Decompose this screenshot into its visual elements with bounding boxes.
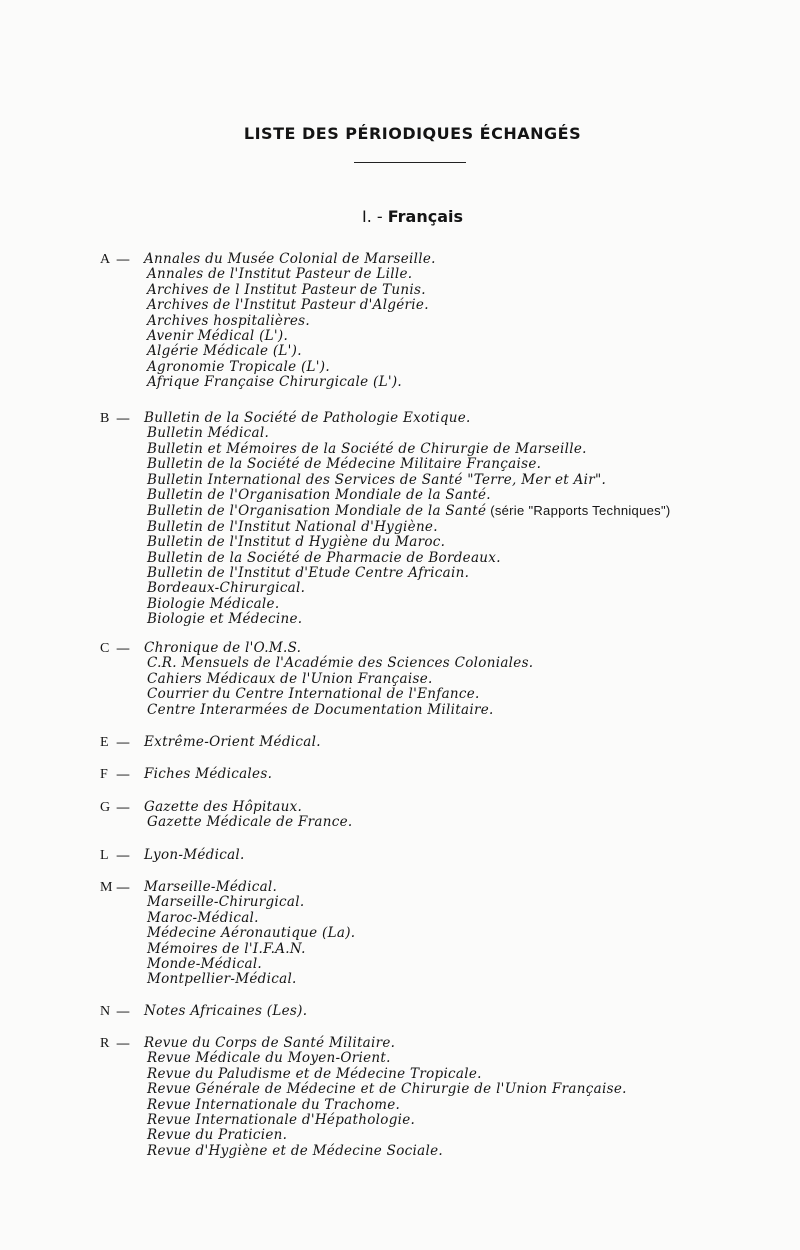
group-letter: A (100, 252, 111, 267)
periodical-title: Archives de l'Institut Pasteur d'Algérie. (147, 297, 429, 314)
periodical-entry (147, 1082, 627, 1097)
periodical-title: Mémoires de l'I.F.A.N. (147, 940, 306, 957)
group-dash: — (116, 1036, 130, 1052)
periodical-entry (147, 656, 533, 671)
periodical-entry (147, 1144, 627, 1159)
periodical-title: Annales de l'Institut Pasteur de Lille. (147, 266, 413, 283)
entry-list (144, 880, 355, 988)
periodical-title: Revue Médicale du Moyen-Orient. (147, 1050, 391, 1067)
periodical-entry (147, 972, 355, 987)
periodical-title: Revue Internationale du Trachome. (147, 1096, 401, 1113)
periodical-entry (147, 473, 671, 488)
page-title: LISTE DES PÉRIODIQUES ÉCHANGÉS (243, 124, 582, 143)
periodical-title: Bulletin de l'Institut National d'Hygiène. (147, 518, 438, 535)
periodical-entry (147, 703, 533, 718)
entry-list (144, 735, 321, 750)
group-letter: C (100, 641, 110, 656)
periodical-title: Revue du Praticien. (147, 1127, 288, 1144)
periodical-title: Centre Interarmées de Documentation Militaire. (147, 701, 494, 718)
group-letter: N (100, 1004, 111, 1019)
periodical-entry (147, 375, 436, 390)
periodical-entry (147, 329, 436, 344)
periodical-title: Avenir Médical (L'). (147, 328, 289, 345)
periodical-title: Archives hospitalières. (147, 312, 310, 329)
periodical-entry (144, 1004, 307, 1019)
periodical-title: Annales du Musée Colonial de Marseille. (144, 251, 436, 267)
periodical-entry (147, 672, 533, 687)
group-letter: G (100, 800, 111, 815)
periodical-entry (147, 314, 436, 329)
periodical-entry (144, 411, 671, 426)
periodical-entry (147, 597, 671, 612)
periodical-entry (144, 800, 352, 815)
periodical-title: Bulletin de la Société de Pharmacie de Bordeaux. (147, 549, 501, 566)
title-underline (354, 162, 466, 163)
periodical-title: Bulletin Médical. (147, 425, 270, 442)
group-dash: — (116, 848, 130, 864)
periodical-entry (144, 767, 272, 782)
group-dash: — (116, 1004, 130, 1020)
periodical-entry (147, 503, 671, 519)
periodical-entry (147, 1067, 627, 1082)
periodical-entry (147, 1051, 627, 1066)
entry-list (144, 641, 533, 718)
periodical-entry (147, 566, 671, 581)
periodical-entry (144, 848, 245, 863)
entry-list (144, 1004, 307, 1019)
group-dash: — (116, 880, 130, 896)
section-number: I. - (361, 207, 383, 226)
periodical-title: Marseille-Médical. (144, 879, 278, 895)
periodical-entry (147, 895, 355, 910)
periodical-title: Notes Africaines (Les). (144, 1003, 308, 1019)
group-letter: R (100, 1036, 110, 1051)
periodical-title: Monde-Médical. (147, 956, 263, 973)
group-dash: — (116, 800, 130, 816)
periodical-entry (144, 252, 436, 267)
group-letter: B (100, 411, 110, 426)
periodical-entry (147, 942, 355, 957)
periodical-entry (147, 267, 436, 282)
periodical-title: Maroc-Médical. (147, 909, 259, 926)
periodical-entry (144, 1036, 627, 1051)
periodical-entry (147, 283, 436, 298)
periodical-title: Fiches Médicales. (144, 766, 273, 782)
periodical-entry (147, 426, 671, 441)
section-heading (0, 207, 800, 226)
periodical-entry (147, 520, 671, 535)
periodical-title: Médecine Aéronautique (La). (147, 925, 356, 942)
periodical-title: Algérie Médicale (L'). (147, 343, 302, 360)
periodical-title: Agronomie Tropicale (L'). (147, 358, 330, 375)
periodical-title: Revue du Paludisme et de Médecine Tropicale. (147, 1065, 482, 1082)
periodical-title: Revue Générale de Médecine et de Chirurgie de l'Union Française. (147, 1081, 627, 1098)
entry-list (144, 1036, 627, 1159)
periodical-entry (147, 298, 436, 313)
periodical-entry (144, 641, 533, 656)
periodical-entry (147, 687, 533, 702)
periodical-entry (147, 926, 355, 941)
group-dash: — (116, 735, 130, 751)
section-name: Français (387, 207, 464, 226)
periodical-title: Biologie et Médecine. (147, 611, 303, 628)
group-dash: — (116, 411, 130, 427)
periodical-entry (147, 1113, 627, 1128)
periodical-title: Bordeaux-Chirurgical. (147, 580, 306, 597)
periodical-title: Bulletin de l'Organisation Mondiale de la Santé. (147, 487, 491, 504)
periodical-title: Marseille-Chirurgical. (147, 894, 305, 911)
periodical-entry (147, 1128, 627, 1143)
periodical-title: Bulletin et Mémoires de la Société de Chirurgie de Marseille. (147, 440, 587, 457)
periodical-entry (147, 535, 671, 550)
periodical-title: Bulletin de l'Organisation Mondiale de la Santé (147, 503, 487, 520)
periodical-title: Revue du Corps de Santé Militaire. (144, 1035, 396, 1051)
entry-list (144, 848, 245, 863)
periodical-title: Extrême-Orient Médical. (144, 734, 321, 750)
periodical-title: Bulletin de l'Institut d'Etude Centre Africain. (147, 565, 470, 582)
periodical-entry (144, 735, 321, 750)
periodical-title: Bulletin de l'Institut d Hygiène du Maroc. (147, 534, 446, 551)
periodical-entry (147, 612, 671, 627)
group-letter: L (100, 848, 109, 863)
periodical-title: Bulletin de la Société de Pathologie Exotique. (144, 410, 471, 426)
periodical-title: Revue d'Hygiène et de Médecine Sociale. (147, 1142, 443, 1159)
entry-list (144, 767, 272, 782)
group-letter: E (100, 735, 109, 750)
periodical-entry (147, 581, 671, 596)
periodical-title: Chronique de l'O.M.S. (144, 640, 302, 656)
periodical-title: Gazette Médicale de France. (147, 814, 353, 831)
periodical-entry (147, 815, 352, 830)
periodical-title: Lyon-Médical. (144, 847, 245, 863)
periodical-title: C.R. Mensuels de l'Académie des Sciences Coloniales. (147, 655, 534, 672)
entry-list (144, 800, 352, 831)
periodical-entry (147, 957, 355, 972)
periodical-title: Biologie Médicale. (147, 595, 280, 612)
periodical-entry (147, 344, 436, 359)
periodical-title: Montpellier-Médical. (147, 971, 297, 988)
periodical-title: Gazette des Hôpitaux. (144, 799, 303, 815)
periodical-series-note: (série "Rapports Techniques") (486, 503, 671, 519)
group-dash: — (116, 641, 130, 657)
periodical-title: Bulletin de la Société de Médecine Militaire Française. (147, 456, 542, 473)
periodical-entry (147, 360, 436, 375)
periodical-title: Cahiers Médicaux de l'Union Française. (147, 670, 433, 687)
periodical-entry (147, 457, 671, 472)
periodical-entry (147, 442, 671, 457)
group-dash: — (116, 767, 130, 783)
periodical-entry (144, 880, 355, 895)
periodical-entry (147, 551, 671, 566)
entry-list (144, 411, 671, 628)
group-dash: — (116, 252, 130, 268)
group-letter: F (100, 767, 108, 782)
periodical-entry (147, 1098, 627, 1113)
periodical-title: Bulletin International des Services de Santé "Terre, Mer et Air". (147, 471, 607, 488)
periodical-entry (147, 911, 355, 926)
periodical-title: Afrique Française Chirurgicale (L'). (147, 374, 403, 391)
group-letter: M (100, 880, 113, 895)
periodical-title: Revue Internationale d'Hépathologie. (147, 1112, 416, 1129)
periodical-title: Archives de l Institut Pasteur de Tunis. (147, 281, 426, 298)
periodical-title: Courrier du Centre International de l'Enfance. (147, 686, 480, 703)
periodical-entry (147, 488, 671, 503)
entry-list (144, 252, 436, 391)
